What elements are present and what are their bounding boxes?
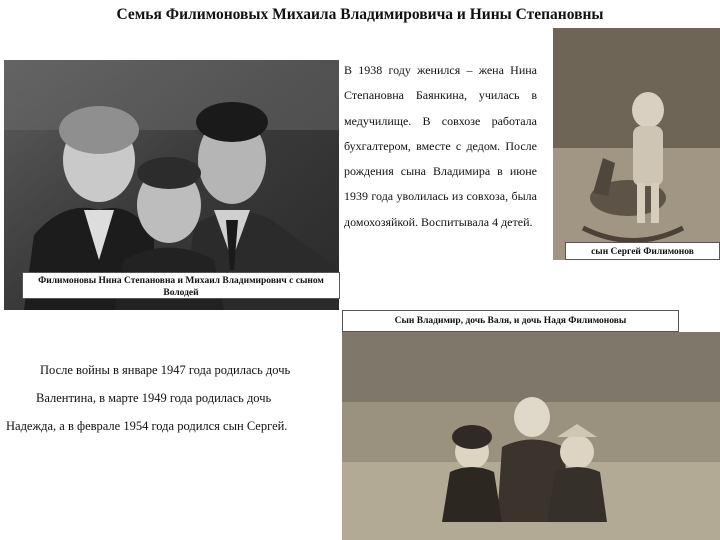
paragraph-line: Надежда, а в феврале 1954 года родился сын Сергей. xyxy=(6,419,288,433)
paragraph-line: После войны в январе 1947 года родилась дочь xyxy=(40,363,291,377)
children-birth-paragraph xyxy=(6,356,336,440)
paragraph-line: Валентина, в марте 1949 года родилась дочь xyxy=(36,391,272,405)
sergey-photo-caption: сын Сергей Филимонов xyxy=(565,242,720,260)
biography-paragraph: В 1938 году женился – жена Нина Степановна Баянкина, училась в медучилище. В совхозе работала бухгалтером, вместе с дедом. После рождения сына Владимира в июне 1939 года уволилась из совхоза, была домохозяйкой. Воспитывала 4 детей. xyxy=(344,63,537,229)
page-title: Семья Филимоновых Михаила Владимировича и Нины Степановны xyxy=(116,6,604,23)
children-photo xyxy=(342,332,720,540)
children-photo-caption: Сын Владимир, дочь Валя, и дочь Надя Филимоновы xyxy=(342,310,679,332)
parents-photo-caption: Филимоновы Нина Степановна и Михаил Владимирович с сыном Володей xyxy=(22,272,340,299)
sergey-photo xyxy=(553,28,720,260)
